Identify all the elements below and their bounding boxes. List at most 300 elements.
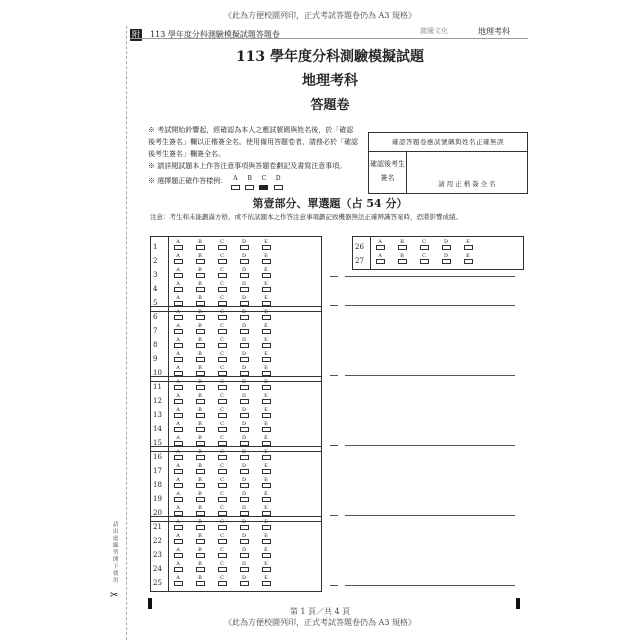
answer-option-b[interactable] (193, 239, 207, 250)
answer-option-e[interactable] (259, 519, 273, 530)
answer-option-c[interactable] (215, 309, 229, 320)
bubble-box[interactable] (174, 315, 183, 320)
answer-option-c[interactable] (215, 239, 229, 250)
answer-option-d[interactable] (237, 519, 251, 530)
answer-option-a[interactable] (171, 533, 185, 544)
answer-option-b[interactable] (193, 379, 207, 390)
bubble-box[interactable] (196, 525, 205, 530)
print-note-top: 《此為方便校園列印，正式考試答題卷仍為 A3 規格》 (224, 11, 416, 20)
answer-option-b[interactable] (193, 533, 207, 544)
answer-option-b[interactable] (193, 463, 207, 474)
header-divider (130, 38, 528, 39)
question-number: 17 (153, 467, 162, 475)
answer-option-d[interactable] (237, 547, 251, 558)
bubble-box[interactable] (218, 399, 227, 404)
bubble-box[interactable] (240, 357, 249, 362)
answer-option-c[interactable] (215, 435, 229, 446)
answer-option-d[interactable] (237, 533, 251, 544)
bubble-box[interactable] (262, 567, 271, 572)
bubble-box[interactable] (196, 245, 205, 250)
bubble-box[interactable] (240, 259, 249, 264)
answer-option-c[interactable] (215, 295, 229, 306)
answer-option-e[interactable] (259, 547, 273, 558)
option-letter: A (176, 505, 180, 511)
answer-option-e[interactable] (461, 239, 475, 250)
answer-option-b[interactable] (193, 281, 207, 292)
bubble-box[interactable] (174, 483, 183, 488)
answer-option-d[interactable] (237, 337, 251, 348)
bubble-box[interactable] (376, 245, 385, 250)
bubble-box[interactable] (240, 539, 249, 544)
answer-option-e[interactable] (259, 309, 273, 320)
answer-option-a[interactable] (171, 561, 185, 572)
bubble-box[interactable] (262, 315, 271, 320)
bubble-box[interactable] (262, 455, 271, 460)
bubble-box[interactable] (174, 455, 183, 460)
answer-option-e[interactable] (259, 253, 273, 264)
bubble-box[interactable] (218, 385, 227, 390)
bubble-box[interactable] (262, 553, 271, 558)
answer-option-a[interactable] (171, 519, 185, 530)
answer-option-a[interactable] (171, 505, 185, 516)
bubble-box[interactable] (240, 525, 249, 530)
bubble-box[interactable] (174, 427, 183, 432)
bubble-box[interactable] (420, 259, 429, 264)
option-letter: A (176, 281, 180, 287)
answer-option-e[interactable] (259, 407, 273, 418)
bubble-box[interactable] (218, 567, 227, 572)
bubble-box[interactable] (262, 287, 271, 292)
bubble-box[interactable] (240, 329, 249, 334)
answer-option-b[interactable] (193, 407, 207, 418)
answer-option-a[interactable] (171, 267, 185, 278)
option-letter: A (176, 575, 180, 581)
answer-option-d[interactable] (237, 407, 251, 418)
bubble-box[interactable] (196, 483, 205, 488)
answer-option-c[interactable] (215, 281, 229, 292)
option-letter: C (220, 449, 224, 455)
separator-line (345, 375, 515, 376)
answer-option-d[interactable] (237, 435, 251, 446)
answer-option-d[interactable] (237, 561, 251, 572)
answer-option-d[interactable] (237, 505, 251, 516)
bubble-box[interactable] (398, 259, 407, 264)
answer-option-b[interactable] (193, 505, 207, 516)
bubble-box[interactable] (262, 273, 271, 278)
answer-option-d[interactable] (237, 351, 251, 362)
option-letter: A (176, 239, 180, 245)
bubble-box[interactable] (262, 427, 271, 432)
option-letter: D (241, 281, 246, 287)
answer-option-c[interactable] (215, 449, 229, 460)
question-number: 6 (153, 313, 158, 321)
option-letter: B (198, 421, 202, 427)
answer-option-e[interactable] (259, 575, 273, 586)
option-letter: B (198, 253, 202, 259)
answer-option-b[interactable] (193, 351, 207, 362)
bubble-box[interactable] (174, 539, 183, 544)
question-number: 19 (153, 495, 162, 503)
bubble-box[interactable] (196, 343, 205, 348)
answer-option-e[interactable] (259, 491, 273, 502)
answer-option-a[interactable] (171, 407, 185, 418)
question-block (352, 236, 524, 270)
option-letter: B (198, 477, 202, 483)
answer-option-c[interactable] (215, 533, 229, 544)
answer-option-b[interactable] (193, 393, 207, 404)
answer-option-d[interactable] (237, 309, 251, 320)
bubble-box[interactable] (240, 287, 249, 292)
bubble-box[interactable] (174, 525, 183, 530)
bubble-box[interactable] (174, 343, 183, 348)
bubble-box[interactable] (240, 469, 249, 474)
answer-option-c[interactable] (215, 505, 229, 516)
answer-option-c[interactable] (215, 575, 229, 586)
answer-option-d[interactable] (237, 365, 251, 376)
answer-option-a[interactable] (171, 365, 185, 376)
bubble-box[interactable] (262, 259, 271, 264)
answer-option-a[interactable] (171, 421, 185, 432)
answer-option-c[interactable] (215, 379, 229, 390)
bubble-box[interactable] (240, 413, 249, 418)
answer-option-d[interactable] (237, 295, 251, 306)
answer-option-a[interactable] (171, 477, 185, 488)
answer-option-a[interactable] (171, 351, 185, 362)
bubble-box[interactable] (174, 259, 183, 264)
answer-option-c[interactable] (215, 421, 229, 432)
answer-option-e[interactable] (259, 449, 273, 460)
bubble-box[interactable] (196, 455, 205, 460)
answer-option-e[interactable] (259, 379, 273, 390)
option-letter: B (198, 337, 202, 343)
bubble-box[interactable] (442, 259, 451, 264)
answer-option-b[interactable] (193, 477, 207, 488)
answer-option-e[interactable] (259, 365, 273, 376)
answer-option-e[interactable] (259, 435, 273, 446)
option-letter: C (220, 519, 224, 525)
answer-option-c[interactable] (417, 253, 431, 264)
bubble-box[interactable] (262, 581, 271, 586)
bubble-box[interactable] (218, 581, 227, 586)
section-title: 第壹部分、單選題（占 54 分） (252, 197, 408, 210)
bubble-box[interactable] (262, 469, 271, 474)
answer-option-d[interactable] (237, 393, 251, 404)
answer-option-c[interactable] (215, 477, 229, 488)
bubble-box[interactable] (174, 497, 183, 502)
question-number: 20 (153, 509, 162, 517)
answer-option-a[interactable] (171, 379, 185, 390)
answer-option-d[interactable] (237, 253, 251, 264)
bubble-box[interactable] (196, 469, 205, 474)
bubble-box[interactable] (240, 427, 249, 432)
answer-option-e[interactable] (461, 253, 475, 264)
answer-option-d[interactable] (237, 477, 251, 488)
bubble-box[interactable] (240, 245, 249, 250)
answer-option-c[interactable] (215, 253, 229, 264)
bubble-box[interactable] (174, 399, 183, 404)
bubble-box[interactable] (240, 553, 249, 558)
bubble-box[interactable] (196, 385, 205, 390)
answer-option-d[interactable] (237, 323, 251, 334)
bubble-box[interactable] (464, 245, 473, 250)
option-letter: A (176, 365, 180, 371)
bubble-box[interactable] (174, 287, 183, 292)
answer-option-a[interactable] (171, 449, 185, 460)
bubble-box[interactable] (420, 245, 429, 250)
answer-option-a[interactable] (171, 309, 185, 320)
answer-option-d[interactable] (237, 463, 251, 474)
bubble-box[interactable] (174, 357, 183, 362)
bubble-box[interactable] (262, 385, 271, 390)
bubble-box[interactable] (174, 245, 183, 250)
bubble-box[interactable] (218, 455, 227, 460)
bubble-box[interactable] (262, 483, 271, 488)
bubble-box[interactable] (196, 273, 205, 278)
answer-option-c[interactable] (215, 491, 229, 502)
option-letter: D (241, 253, 246, 259)
answer-option-c[interactable] (215, 365, 229, 376)
bubble-box[interactable] (218, 343, 227, 348)
answer-option-d[interactable] (237, 379, 251, 390)
bubble-box[interactable] (196, 259, 205, 264)
example-option: D (272, 173, 284, 190)
answer-option-b[interactable] (193, 365, 207, 376)
option-letter: D (443, 239, 448, 245)
bubble-box[interactable] (218, 273, 227, 278)
publisher-logo: 龍騰文化 (420, 27, 448, 35)
answer-option-e[interactable] (259, 323, 273, 334)
answer-option-e[interactable] (259, 351, 273, 362)
bubble-box[interactable] (218, 539, 227, 544)
answer-option-a[interactable] (171, 253, 185, 264)
option-letter: D (241, 393, 246, 399)
bubble-box[interactable] (240, 399, 249, 404)
bubble-box[interactable] (240, 497, 249, 502)
separator-line (330, 515, 338, 516)
answer-option-c[interactable] (215, 547, 229, 558)
answer-option-b[interactable] (193, 337, 207, 348)
answer-option-b[interactable] (193, 575, 207, 586)
bubble-box[interactable] (262, 343, 271, 348)
bubble-box[interactable] (240, 483, 249, 488)
answer-option-c[interactable] (215, 463, 229, 474)
bubble-box[interactable] (240, 343, 249, 348)
answer-option-c[interactable] (215, 561, 229, 572)
answer-option-a[interactable] (373, 253, 387, 264)
option-letter: E (264, 323, 268, 329)
bubble-box[interactable] (240, 455, 249, 460)
bubble-box[interactable] (218, 483, 227, 488)
answer-option-e[interactable] (259, 295, 273, 306)
answer-option-b[interactable] (193, 435, 207, 446)
bubble-box[interactable] (218, 315, 227, 320)
bubble-box[interactable] (196, 497, 205, 502)
bubble-box[interactable] (196, 567, 205, 572)
answer-option-e[interactable] (259, 533, 273, 544)
bubble-box[interactable] (218, 245, 227, 250)
option-letter: B (198, 463, 202, 469)
bubble-box[interactable] (174, 413, 183, 418)
answer-option-a[interactable] (171, 337, 185, 348)
bubble-box[interactable] (262, 245, 271, 250)
answer-option-c[interactable] (215, 267, 229, 278)
answer-option-a[interactable] (171, 463, 185, 474)
bubble-box[interactable] (262, 497, 271, 502)
answer-option-a[interactable] (171, 575, 185, 586)
answer-option-a[interactable] (171, 393, 185, 404)
answer-option-e[interactable] (259, 463, 273, 474)
answer-row (151, 463, 321, 477)
question-number: 12 (153, 397, 162, 405)
answer-option-b[interactable] (193, 253, 207, 264)
bubble-box[interactable] (196, 539, 205, 544)
bubble-box[interactable] (262, 539, 271, 544)
option-letter: E (264, 379, 268, 385)
answer-option-b[interactable] (193, 547, 207, 558)
answer-option-c[interactable] (215, 393, 229, 404)
bubble-box[interactable] (262, 329, 271, 334)
bubble-box[interactable] (174, 273, 183, 278)
option-letter: E (264, 561, 268, 567)
answer-option-a[interactable] (171, 295, 185, 306)
option-letter: B (198, 365, 202, 371)
answer-option-e[interactable] (259, 421, 273, 432)
bubble-box[interactable] (196, 553, 205, 558)
bubble-box[interactable] (196, 287, 205, 292)
answer-option-e[interactable] (259, 267, 273, 278)
answer-option-b[interactable] (193, 449, 207, 460)
bubble-box[interactable] (218, 357, 227, 362)
answer-option-a[interactable] (171, 239, 185, 250)
option-letter: D (241, 547, 246, 553)
answer-option-d[interactable] (237, 421, 251, 432)
answer-option-a[interactable] (171, 323, 185, 334)
option-letter: D (241, 449, 246, 455)
bubble-box[interactable] (240, 567, 249, 572)
bubble-box[interactable] (196, 581, 205, 586)
answer-option-a[interactable] (171, 435, 185, 446)
answer-option-b[interactable] (395, 239, 409, 250)
bubble-box[interactable] (262, 357, 271, 362)
answer-option-c[interactable] (215, 519, 229, 530)
question-block (150, 306, 322, 382)
bubble-box[interactable] (398, 245, 407, 250)
bubble-box[interactable] (196, 329, 205, 334)
bubble-box[interactable] (196, 427, 205, 432)
bubble-box[interactable] (218, 553, 227, 558)
option-letter: E (264, 575, 268, 581)
answer-option-c[interactable] (215, 323, 229, 334)
answer-option-d[interactable] (237, 239, 251, 250)
bubble-box[interactable] (196, 399, 205, 404)
bubble-box[interactable] (262, 525, 271, 530)
bubble-box[interactable] (240, 385, 249, 390)
bubble-box[interactable] (240, 273, 249, 278)
answer-option-d[interactable] (237, 267, 251, 278)
bubble-box[interactable] (196, 315, 205, 320)
option-letter: E (264, 547, 268, 553)
bubble-box[interactable] (218, 427, 227, 432)
answer-option-c[interactable] (215, 337, 229, 348)
answer-option-a[interactable] (171, 281, 185, 292)
bubble-box[interactable] (218, 259, 227, 264)
bubble-box[interactable] (218, 469, 227, 474)
bubble-box[interactable] (240, 581, 249, 586)
answer-option-c[interactable] (417, 239, 431, 250)
answer-option-a[interactable] (171, 547, 185, 558)
answer-option-b[interactable] (193, 323, 207, 334)
answer-option-b[interactable] (193, 295, 207, 306)
answer-option-b[interactable] (395, 253, 409, 264)
answer-option-b[interactable] (193, 309, 207, 320)
answer-option-d[interactable] (237, 575, 251, 586)
bubble-box[interactable] (174, 329, 183, 334)
answer-option-b[interactable] (193, 491, 207, 502)
bubble-box[interactable] (262, 399, 271, 404)
option-letter: E (264, 267, 268, 273)
bubble-box[interactable] (464, 259, 473, 264)
answer-option-e[interactable] (259, 239, 273, 250)
answer-option-d[interactable] (237, 281, 251, 292)
answer-option-e[interactable] (259, 337, 273, 348)
separator-line (345, 585, 515, 586)
option-letter: C (220, 393, 224, 399)
option-letter: A (378, 239, 382, 245)
answer-option-d[interactable] (237, 449, 251, 460)
answer-option-d[interactable] (439, 253, 453, 264)
question-number: 9 (153, 355, 158, 363)
answer-option-e[interactable] (259, 561, 273, 572)
bubble-box[interactable] (174, 553, 183, 558)
bubble-box[interactable] (174, 385, 183, 390)
answer-option-c[interactable] (215, 407, 229, 418)
question-number: 1 (153, 243, 158, 251)
bubble-box[interactable] (240, 315, 249, 320)
answer-option-b[interactable] (193, 561, 207, 572)
answer-option-d[interactable] (439, 239, 453, 250)
instruction-read: ※ 請詳閱試題本上作答注意事項與答題卷劃記及書寫注意事項。 (148, 162, 347, 170)
bubble-box[interactable] (376, 259, 385, 264)
answer-option-d[interactable] (237, 491, 251, 502)
bubble-box[interactable] (262, 413, 271, 418)
bubble-box[interactable] (442, 245, 451, 250)
answer-row (151, 533, 321, 547)
answer-option-a[interactable] (373, 239, 387, 250)
answer-option-a[interactable] (171, 491, 185, 502)
answer-option-b[interactable] (193, 519, 207, 530)
bubble-box[interactable] (218, 287, 227, 292)
bubble-box[interactable] (196, 357, 205, 362)
answer-option-e[interactable] (259, 281, 273, 292)
answer-option-e[interactable] (259, 393, 273, 404)
answer-option-b[interactable] (193, 267, 207, 278)
answer-option-b[interactable] (193, 421, 207, 432)
answer-option-e[interactable] (259, 477, 273, 488)
answer-option-c[interactable] (215, 351, 229, 362)
bubble-box[interactable] (196, 413, 205, 418)
bubble-box[interactable] (218, 329, 227, 334)
bubble-box[interactable] (174, 581, 183, 586)
example-option: B (244, 173, 256, 190)
answer-option-e[interactable] (259, 505, 273, 516)
bubble-box[interactable] (174, 469, 183, 474)
bubble-box[interactable] (218, 525, 227, 530)
bubble-box[interactable] (218, 413, 227, 418)
bubble-box[interactable] (218, 497, 227, 502)
print-note-bottom: 《此為方便校園列印，正式考試答題卷仍為 A3 規格》 (224, 618, 416, 627)
bubble-box[interactable] (174, 567, 183, 572)
separator-line (345, 445, 515, 446)
